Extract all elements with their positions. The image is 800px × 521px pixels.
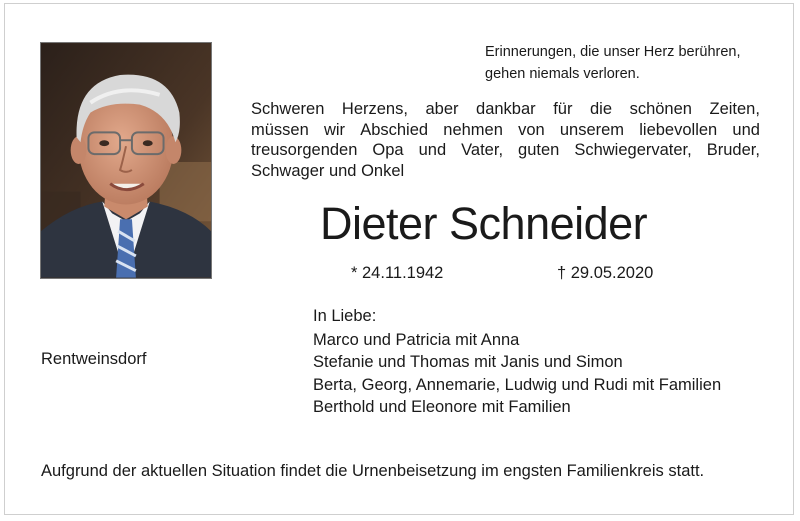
funeral-notice: Aufgrund der aktuellen Situation findet die Urnenbeisetzung im engsten Familienkreis statt.: [41, 462, 705, 480]
place-name: Rentweinsdorf: [41, 350, 147, 368]
intro-word: Opa: [372, 141, 404, 159]
mourners-list: [313, 305, 773, 418]
intro-word: aber: [425, 100, 459, 118]
portrait-photo: [40, 42, 212, 279]
quote-line: Erinnerungen, die unser Herz berühren,: [485, 44, 741, 60]
mourner-entry: Stefanie und Thomas mit Janis und Simon: [313, 353, 623, 372]
intro-word: müssen: [251, 120, 309, 139]
intro-word: unserem: [559, 120, 625, 139]
intro-line: [251, 120, 760, 141]
birth-date: * 24.11.1942: [351, 264, 444, 282]
mourner-entry: Berta, Georg, Annemarie, Ludwig und Rudi mit Familien: [313, 375, 722, 394]
deceased-name: Dieter Schneider: [320, 198, 648, 249]
intro-paragraph: [251, 99, 760, 181]
intro-line: Schwager und Onkel: [251, 161, 405, 180]
intro-word: Vater,: [461, 141, 504, 159]
intro-word: liebevollen: [639, 120, 718, 139]
mourner-entry: Berthold und Eleonore mit Familien: [313, 397, 571, 416]
intro-word: Zeiten,: [709, 100, 760, 118]
intro-word: für: [553, 100, 573, 118]
intro-word: Schweren: [251, 100, 325, 118]
portrait-illustration: [41, 43, 211, 278]
intro-word: dankbar: [476, 100, 536, 118]
intro-word: und: [732, 120, 760, 139]
intro-word: und: [418, 141, 447, 159]
intro-word: Bruder,: [706, 141, 760, 159]
intro-word: nehmen: [443, 120, 503, 139]
intro-word: von: [518, 120, 545, 139]
mourners-label: In Liebe:: [313, 307, 377, 325]
intro-word: die: [590, 100, 613, 118]
mourner-entry: Marco und Patricia mit Anna: [313, 331, 520, 350]
intro-line: [251, 140, 760, 161]
intro-word: wir: [323, 120, 346, 139]
intro-word: Herzens,: [341, 100, 408, 118]
intro-word: guten: [518, 141, 560, 159]
intro-word: schönen: [629, 100, 692, 118]
intro-line: [251, 99, 760, 120]
intro-word: Abschied: [360, 120, 429, 139]
intro-word: treusorgenden: [251, 141, 358, 159]
death-date: † 29.05.2020: [557, 264, 654, 282]
quote-block: [485, 41, 775, 85]
quote-line: gehen niemals verloren.: [485, 66, 640, 82]
intro-word: Schwiegervater,: [574, 141, 692, 159]
